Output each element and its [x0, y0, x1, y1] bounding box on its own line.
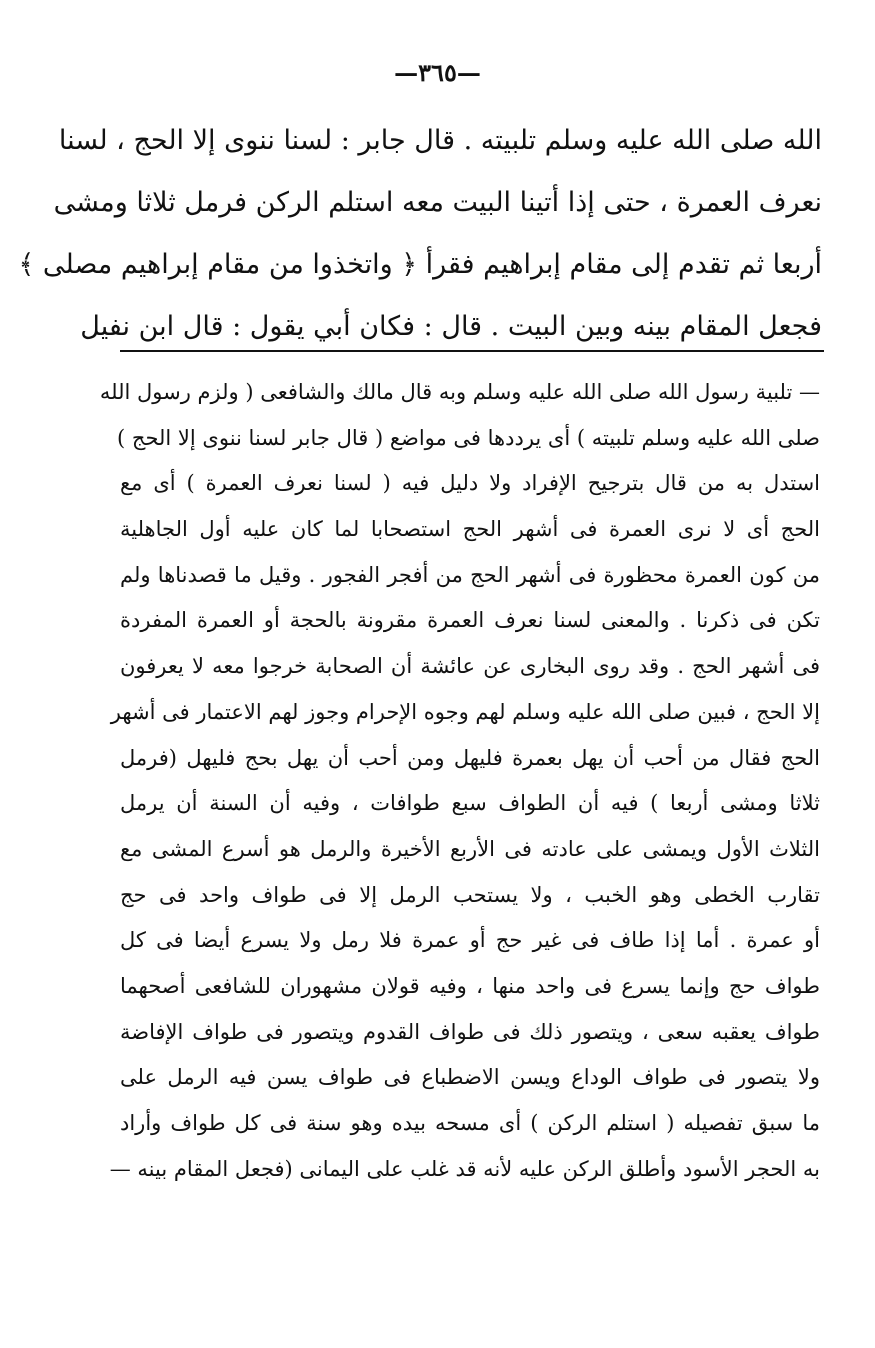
- main-text-line: أربعا ثم تقدم إلى مقام إبراهيم فقرأ ﴿ واتخذوا من مقام إبراهيم مصلى ﴾: [18, 249, 822, 280]
- commentary-line: — تلبية رسول الله صلى الله عليه وسلم وبه قال مالك والشافعى ( ولزم رسول الله: [99, 380, 820, 404]
- commentary-line: فى أشهر الحج . وقد روى البخارى عن عائشة أن الصحابة خرجوا معه لا يعرفون: [120, 654, 820, 679]
- commentary-line: استدل به من قال بترجيح الإفراد ولا دليل فيه ( لسنا نعرف العمرة ) أى مع: [120, 471, 820, 496]
- commentary-line: ولا يتصور فى طواف الوداع ويسن الاضطباع فى طواف يسن فيه الرمل على: [120, 1065, 820, 1090]
- commentary-line: الثلاث الأول ويمشى على عادته فى الأربع الأخيرة والرمل هو أسرع المشى مع: [120, 836, 820, 861]
- commentary-line: صلى الله عليه وسلم تلبيته ) أى يرددها فى مواضع ( قال جابر لسنا ننوى إلا الحج ): [117, 425, 820, 450]
- commentary-line: الحج فقال من أحب أن يهل بعمرة فليهل ومن أحب أن يهل بحج فليهل (فرمل: [120, 745, 820, 770]
- commentary-line: ما سبق تفصيله ( استلم الركن ) أى مسحه بيده وهو سنة فى كل طواف وأراد: [120, 1111, 820, 1135]
- commentary-line: إلا الحج ، فبين صلى الله عليه وسلم لهم وجوه الإحرام وجوز لهم الاعتمار فى أشهر: [110, 699, 820, 724]
- commentary-line: أو عمرة . أما إذا طاف فى غير حج أو عمرة فلا رمل ولا يسرع أيضا فى كل: [120, 928, 820, 953]
- commentary-text: [99, 370, 820, 1192]
- commentary-line: به الحجر الأسود وأطلق الركن عليه لأنه قد غلب على اليمانى (فجعل المقام بينه —: [109, 1156, 820, 1181]
- commentary-line: طواف يعقبه سعى ، ويتصور ذلك فى طواف القدوم ويتصور فى طواف الإفاضة: [120, 1019, 820, 1044]
- commentary-line: تكن فى ذكرنا . والمعنى لسنا نعرف العمرة مقرونة بالحجة أو العمرة المفردة: [120, 608, 820, 633]
- commentary-line: الحج أى لا نرى العمرة فى أشهر الحج استصحابا لما كان عليه أول الجاهلية: [120, 517, 820, 542]
- commentary-line: من كون العمرة محظورة فى أشهر الحج من أفجر الفجور . وقيل ما قصدناها ولم: [120, 562, 820, 587]
- commentary-line: طواف حج وإنما يسرع فى واحد منها ، وفيه قولان مشهوران للشافعى أصحهما: [120, 973, 820, 998]
- main-text-line: نعرف العمرة ، حتى إذا أتينا البيت معه استلم الركن فرمل ثلاثا ومشى: [53, 187, 822, 218]
- commentary-line: تقارب الخطى وهو الخبب ، ولا يستحب الرمل إلا فى طواف واحد فى حج: [120, 882, 820, 907]
- section-divider: [120, 350, 824, 352]
- page-number: —٣٦٥—: [394, 58, 481, 87]
- main-text-line: فجعل المقام بينه وبين البيت . قال : فكان أبي يقول : قال ابن نفيل: [80, 311, 822, 342]
- main-text-line: الله صلى الله عليه وسلم تلبيته . قال جابر : لسنا ننوى إلا الحج ، لسنا: [58, 125, 822, 156]
- main-hadith-text: [18, 110, 822, 358]
- commentary-line: ثلاثا ومشى أربعا ) فيه أن الطواف سبع طوافات ، وفيه أن السنة أن يرمل: [120, 791, 820, 816]
